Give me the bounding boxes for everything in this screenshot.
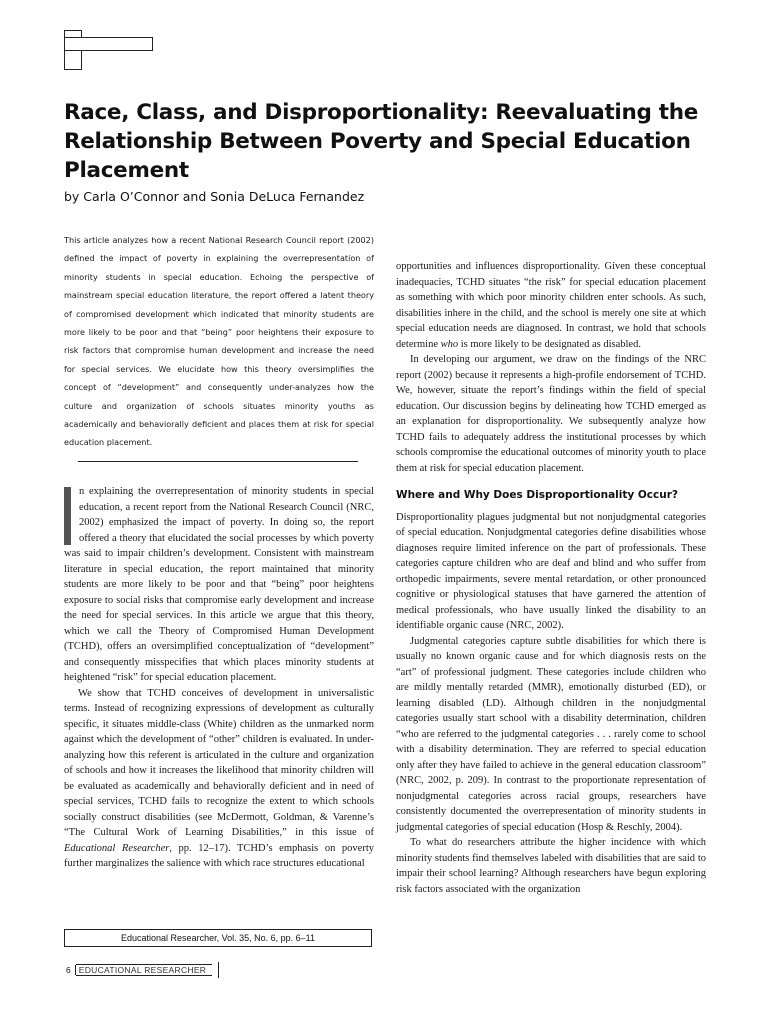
body-paragraph-6: Judgmental categories capture subtle disabilities for which there is usually no known organic cause and for which diagnosis rests on the “art” of professional judgment. These categories include children who are mildly mentally retarded (MMR), emotionally disturbed (ED), or learning disabled (LD). Although children in the nonjudgmental categories usually start school with a disability determination, children “who are referred to the judgmental categories . . . rarely come to school with a disability determination. They are referred to special education only after they have failed to achieve in the general education classroom” (NRC, 2002, p. 209). In contrast to the proportionate representation of nonjudgmental categories across racial groups, researchers have consistently documented the overrepresentation of minority students in judgmental categories of special education (Hosp & Reschly, 2004). (396, 635, 706, 833)
body-paragraph-1: n explaining the overrepresentation of minority students in special education, a recent report from the National Research Council (NRC, 2002) emphasized the impact of poverty. In doing so, the report offered a theory that elucidated the social processes by which poverty was said to impair children’s development. Consistent with mainstream literature in special education, the report maintained that minority students are more likely to be poor and that “being” poor heightens exposure to social risks that compromise early development and increase the need for special services. In this article we argue that this theory, which we call the Theory of Compromised Human Development (TCHD), offers an oversimplified conceptualization of “development” and consequently misspecifies that which places minority students at heightened “risk” for special education placement. (64, 486, 374, 683)
abstract-divider (78, 461, 358, 462)
body-paragraph-5: Disproportionality plagues judgmental but not nonjudgmental categories of special education. Nonjudgmental categories define disabilities whose diagnoses require limited inference on the part of professionals. These categories capture children who are deaf and blind and who suffer from orthopedic impairments, severe mental retardation, or other pronounced cognitive or physiological statuses that have garnered the attention of medical professionals, who have usually linked the disability to an identifiable organic cause (NRC, 2002). (396, 511, 706, 631)
page-number: 6 (64, 965, 76, 975)
left-body-column (64, 484, 374, 872)
body-paragraph-7: To what do researchers attribute the higher incidence with which minority students find themselves labeled with disabilities that are said to impair their school learning? Although researchers have begun exploring risk factors associated with the organization (396, 837, 706, 895)
section-heading: Where and Why Does Disproportionality Occur? (396, 489, 678, 501)
page-footer (64, 963, 219, 977)
body-paragraph-4: In developing our argument, we draw on the findings of the NRC report (2002) because it represents a high-profile endorsement of TCHD. We, however, situate the report’s findings within the field of special education. Our discussion begins by delineating how TCHD emerged as an explanation for disproportionality. We subsequently analyze how TCHD fails to adequately address the institutional processes by which schools compromise the educational outcomes of minority youth to place them at risk for special education placement. (396, 354, 706, 474)
body-paragraph-3: opportunities and influences disproportionality. Given these conceptual inadequacies, TCHD situates “the risk” for special education placement as something with which poor minority children enter schools. As such, disabilities inhere in the child, and the school is merely one site at which special education needs are diagnosed. In contrast, we hold that schools determine who is more likely to be designated as disabled. (396, 261, 706, 350)
drop-cap-i (64, 487, 71, 545)
right-body-column (396, 259, 706, 897)
abstract: This article analyzes how a recent National Research Council report (2002) defined the impact of poverty in explaining the overrepresentation of minority students in special education. Echoing the perspective of mainstream special education literature, the report offered a latent theory of compromised development which indicated that minority students are more likely to be poor and that “being” poor heightens their exposure to risk factors that compromise human development and increase the need for special services. We elucidate how this theory oversimplifies the concept of “development” and consequently under-analyzes how the culture and organization of schools situates minority youths as academically and behaviorally deficient and places them at risk for special education placement. (64, 235, 374, 448)
article-byline: by Carla O’Connor and Sonia DeLuca Fernandez (64, 189, 365, 204)
body-paragraph-2: We show that TCHD conceives of development in universalistic terms. Instead of recognizing expressions of development as culturally specific, it situates middle-class (White) children as the unmarked norm against which the development of “other” children is evaluated. In under-analyzing how this referent is articulated in the culture and organization of schools and how it increases the likelihood that minority children will be evaluated as academically and behaviorally deficient and in need of special services, TCHD fails to recognize the extent to which schools socially construct disabilities (see McDermott, Goldman, & Varenne’s “The Cultural Work of Learning Disabilities,” in this issue of Educational Researcher, pp. 12–17). TCHD’s emphasis on poverty further marginalizes the salience with which race structures educational (64, 687, 374, 869)
corner-ornament-bar (64, 37, 153, 51)
journal-title-italic: Educational Researcher (64, 842, 170, 854)
article-title: Race, Class, and Disproportionality: Reevaluating the Relationship Between Poverty and Special Education Placement (64, 100, 699, 183)
citation-box: Educational Researcher, Vol. 35, No. 6, pp. 6–11 (64, 929, 372, 947)
emphasis-italic: who (440, 338, 459, 350)
journal-name: EDUCATIONAL RESEARCHER (76, 964, 213, 976)
footer-end-bar (218, 962, 219, 978)
